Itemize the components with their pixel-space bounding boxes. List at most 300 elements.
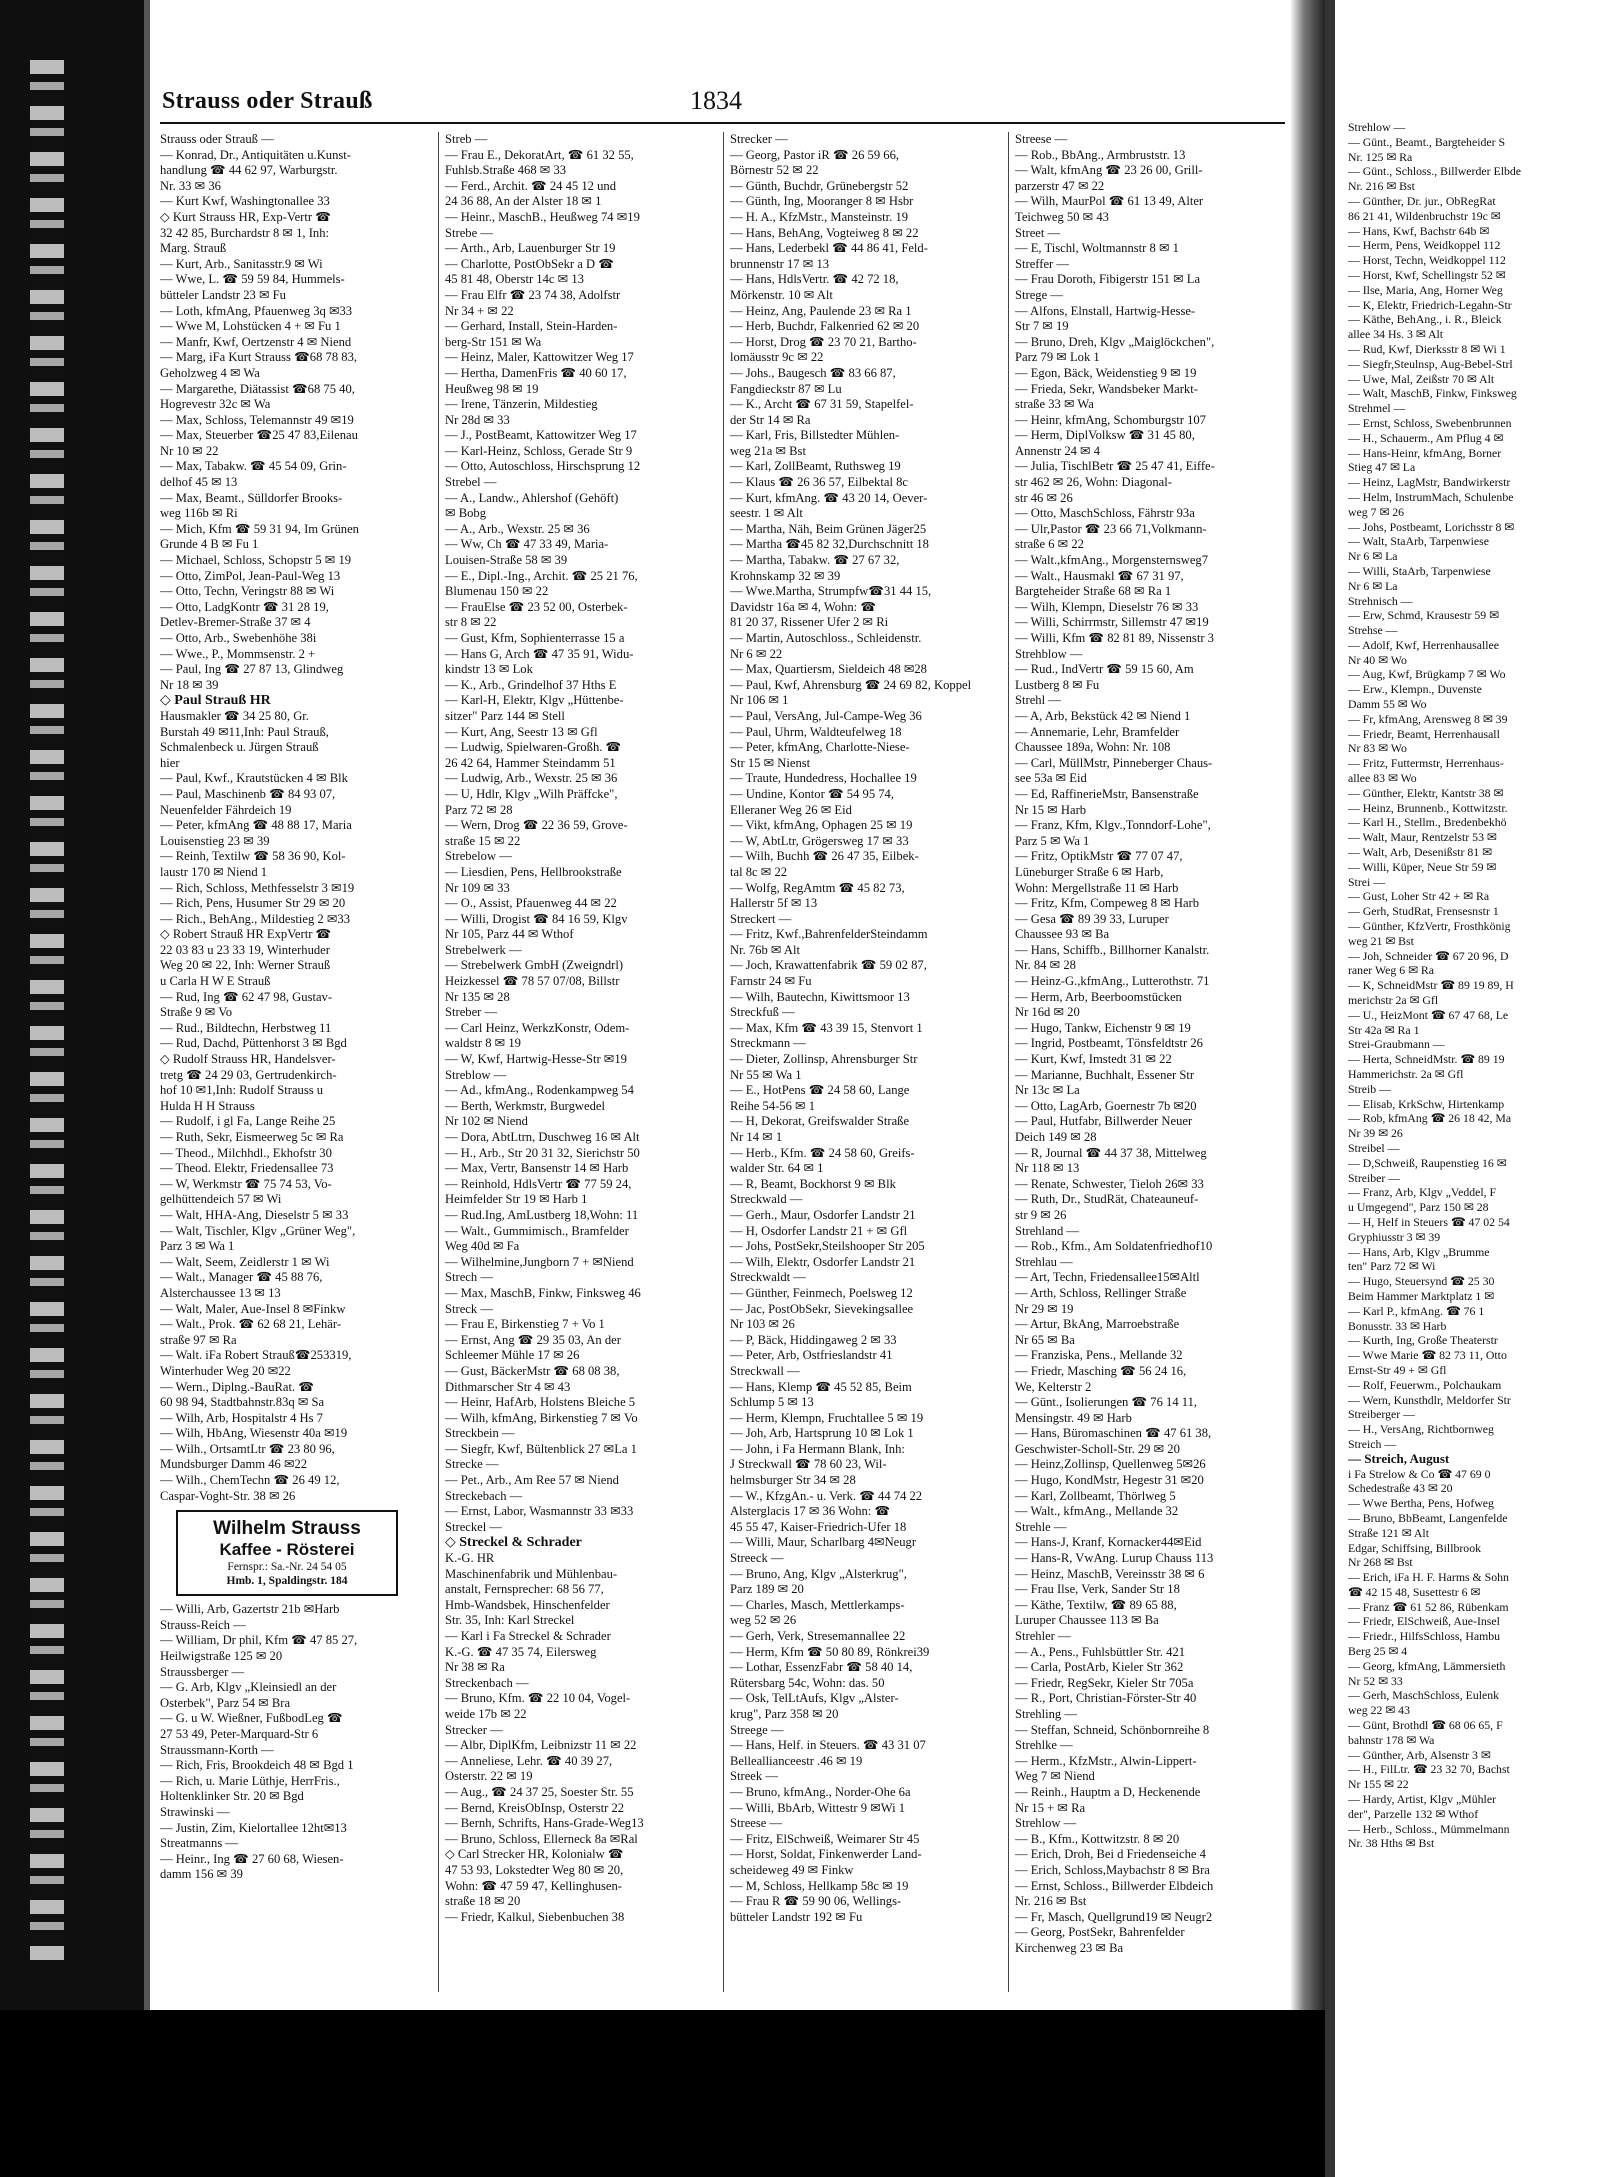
entry-line: — Karl, Zollbeamt, Thörlweg 5	[1015, 1488, 1176, 1503]
entry-line: — E., HotPens ☎ 24 58 60, Lange	[730, 1083, 910, 1098]
entry-line: Osterbek", Parz 54 ✉ Bra	[160, 1695, 291, 1710]
entry-line: — U, Hdlr, Klgv „Wilh Präffcke",	[445, 786, 618, 801]
entry-line: — Hans, Lederbekl ☎ 44 86 41, Feld-	[730, 241, 928, 256]
entry-line: straße 15 ✉ 22	[445, 833, 521, 848]
entry-line: kindstr 13 ✉ Lok	[445, 662, 533, 677]
entry-line: str 462 ✉ 26, Wohn: Diagonal-	[1015, 475, 1172, 490]
entry-line: — Wilh, Bautechn, Kiwittsmoor 13	[730, 989, 910, 1004]
entry-line: — Walt, Maur, Rentzelstr 53 ✉	[1348, 830, 1497, 845]
entry-line: — E, Tischl, Woltmannstr 8 ✉ 1	[1015, 241, 1179, 256]
entry-line: — Hans, Klemp ☎ 45 52 85, Beim	[730, 1379, 912, 1394]
entry-line: — Vikt, kfmAng, Ophagen 25 ✉ 19	[730, 818, 913, 833]
entry-line: — Paul, Maschinenb ☎ 84 93 07,	[160, 786, 336, 801]
entry-line: Streich —	[1348, 1436, 1397, 1451]
entry-line: Streck —	[445, 1301, 493, 1316]
entry-line: helmsburger Str 34 ✉ 28	[730, 1473, 856, 1488]
entry-line: Nr. 84 ✉ 28	[1015, 958, 1076, 973]
entry-line: Damm 55 ✉ Wo	[1348, 697, 1427, 712]
entry-line: — Karl P., kfmAng. ☎ 76 1	[1348, 1303, 1485, 1318]
scan-left-strip	[30, 60, 64, 1960]
entry-line: — Berth, Werkmstr, Burgwedel	[445, 1098, 605, 1113]
entry-line: — Reinh, Textilw ☎ 58 36 90, Kol-	[160, 849, 346, 864]
entry-line: weg 22 ✉ 43	[1348, 1703, 1410, 1718]
entry-line: Streek —	[730, 1769, 778, 1784]
right-page-shade	[1325, 0, 1335, 2177]
entry-line: Nr 16d ✉ 20	[1015, 1005, 1080, 1020]
entry-line: brunnenstr 17 ✉ 13	[730, 256, 830, 271]
entry-line: — Kurth, Ing, Große Theaterstr	[1348, 1333, 1498, 1348]
entry-line: — Charlotte, PostObSekr a D ☎	[445, 256, 614, 271]
column-divider	[1008, 132, 1009, 1992]
entry-line: — Marg, iFa Kurt Strauss ☎68 78 83,	[160, 350, 358, 365]
entry-line: Parz 5 ✉ Wa 1	[1015, 833, 1090, 848]
entry-line: — Charles, Masch, Mettlerkamps-	[730, 1597, 905, 1612]
entry-line: — A., Pens., Fuhlsbüttler Str. 421	[1015, 1644, 1186, 1659]
entry-line: Strehlke —	[1015, 1738, 1073, 1753]
entry-line: str 9 ✉ 26	[1015, 1207, 1067, 1222]
entry-line: Hmb-Wandsbek, Hinschenfelder	[445, 1597, 610, 1612]
entry-line: — Erw, Schmd, Krausestr 59 ✉	[1348, 608, 1499, 623]
entry-line: Nr 118 ✉ 13	[1015, 1161, 1080, 1176]
entry-line: Berg 25 ✉ 4	[1348, 1644, 1408, 1659]
entry-line: — Hugo, KondMstr, Hegestr 31 ✉20	[1015, 1473, 1204, 1488]
entry-line: — Wilh., OrtsamtLtr ☎ 23 80 96,	[160, 1441, 335, 1456]
entry-line: — Bruno, BbBeamt, Langenfelde	[1348, 1510, 1508, 1525]
entry-line: — Horst, Drog ☎ 23 70 21, Bartho-	[730, 334, 917, 349]
entry-line: — Friedr., HilfsSchloss, Hambu	[1348, 1629, 1501, 1644]
ad-company-name: Wilhelm Strauss	[213, 1518, 361, 1540]
entry-line: — Otto, Techn, Veringstr 88 ✉ Wi	[160, 584, 335, 599]
entry-line: — Heinr, kfmAng, Schomburgstr 107	[1015, 412, 1206, 427]
entry-line: — Günt., Isolierungen ☎ 76 14 11,	[1015, 1395, 1198, 1410]
entry-line: — Kurt, Arb., Sanitasstr.9 ✉ Wi	[160, 256, 323, 271]
entry-line: — Walt., kfmAng., Mellande 32	[1015, 1504, 1179, 1519]
entry-line: — Manfr, Kwf, Oertzenstr 4 ✉ Niend	[160, 334, 352, 349]
entry-line: Hammerichstr. 2a ✉ Gfl	[1348, 1067, 1464, 1081]
entry-line: Farnstr 24 ✉ Fu	[730, 974, 812, 989]
entry-line: 60 98 94, Stadtbahnstr.83q ✉ Sa	[160, 1395, 325, 1410]
entry-line: — Max, Tabakw. ☎ 45 54 09, Grin-	[160, 459, 347, 474]
entry-line: — Walt. iFa Robert Strauß☎253319,	[160, 1348, 352, 1363]
entry-line: — Käthe, Textilw, ☎ 89 65 88,	[1015, 1597, 1177, 1612]
entry-line: Nr 15 ✉ Harb	[1015, 802, 1087, 817]
entry-line: Streblow —	[445, 1067, 507, 1082]
page-number: 1834	[690, 86, 742, 115]
entry-line: — Renate, Schwester, Tieloh 26✉ 33	[1015, 1176, 1204, 1191]
entry-line: Nr 6 ✉ La	[1348, 578, 1398, 593]
ad-company-type: Kaffee - Rösterei	[219, 1540, 355, 1560]
entry-line: — Siegfr, Kwf, Bültenblick 27 ✉La 1	[445, 1441, 637, 1456]
entry-line: — Walt, Seem, Zeidlerstr 1 ✉ Wi	[160, 1254, 330, 1269]
entry-line: Nr. 38 Hths ✉ Bst	[1348, 1836, 1435, 1851]
entry-line: — Margarethe, Diätassist ☎68 75 40,	[160, 381, 355, 396]
entry-line: — G. Arb, Klgv „Kleinsiedl an der	[160, 1680, 337, 1695]
entry-line: 86 21 41, Wildenbruchstr 19c ✉	[1348, 208, 1501, 223]
entry-line: Hallerstr 5f ✉ 13	[730, 896, 818, 911]
entry-line: — Wwe Bertha, Pens, Hofweg	[1348, 1496, 1494, 1511]
entry-line: Str 15 ✉ Nienst	[730, 755, 811, 770]
entry-line: Streese —	[730, 1816, 783, 1831]
entry-line: 24 36 88, An der Alster 18 ✉ 1	[445, 194, 602, 209]
entry-heading: ◇ Paul Strauß HR	[160, 693, 271, 709]
entry-line: — Martin, Autoschloss., Schleidenstr.	[730, 631, 922, 645]
entry-line: Strauss-Reich —	[160, 1617, 246, 1632]
entry-line: Streckfuß —	[730, 1005, 795, 1020]
entry-line: Teichweg 50 ✉ 43	[1015, 209, 1109, 224]
entry-line: — Siegfr,Steulnsp, Aug-Bebel-Strl	[1348, 356, 1513, 371]
entry-line: — W, AbtLtr, Grögersweg 17 ✉ 33	[730, 833, 909, 848]
entry-line: — Günther, Arb, Alsenstr 3 ✉	[1348, 1747, 1491, 1762]
entry-line: — Max, Vertr, Bansenstr 14 ✉ Harb	[445, 1161, 629, 1176]
entry-line: Nr 135 ✉ 28	[445, 989, 510, 1004]
entry-line: Streiberger —	[1348, 1407, 1415, 1422]
entry-line: — Hugo, Steuersynd ☎ 25 30	[1348, 1274, 1495, 1289]
entry-line: — Johs, PostSekr,Steilshooper Str 205	[730, 1239, 925, 1254]
entry-line: — Rud, Ing ☎ 62 47 98, Gustav-	[160, 989, 333, 1004]
entry-line: Elleraner Weg 26 ✉ Eid	[730, 802, 852, 817]
entry-line: — Peter, Arb, Ostfrieslandstr 41	[730, 1348, 893, 1363]
scan-left-edge	[144, 0, 150, 2010]
entry-line: — Walt, kfmAng ☎ 23 26 00, Grill-	[1015, 163, 1203, 178]
entry-line: — K., Arb., Grindelhof 37 Hths E	[445, 677, 617, 692]
entry-line: — Anneliese, Lehr. ☎ 40 39 27,	[445, 1753, 613, 1768]
entry-line: Louisenstieg 23 ✉ 39	[160, 833, 270, 848]
entry-line: — Wern., Diplng.-BauRat. ☎	[160, 1379, 315, 1394]
entry-line: — Ed, RaffinerieMstr, Bansenstraße	[1015, 786, 1199, 801]
entry-line: — Herm, Kfm ☎ 50 80 89, Rönkrei39	[730, 1644, 930, 1659]
header-rule	[160, 122, 1285, 124]
entry-line: — Rich, Fris, Brookdeich 48 ✉ Bgd 1	[160, 1758, 354, 1773]
entry-line: — P, Bäck, Hiddingaweg 2 ✉ 33	[730, 1332, 897, 1347]
entry-line: hier	[160, 755, 180, 770]
entry-line: — H, Dekorat, Greifswalder Straße	[730, 1114, 910, 1129]
entry-line: tal 8c ✉ 22	[730, 864, 788, 879]
entry-line: — Bruno, Ang, Klgv „Alsterkrug",	[730, 1566, 907, 1581]
entry-line: Nr 102 ✉ Niend	[445, 1114, 528, 1129]
entry-line: — Günther, Dr. jur., ObRegRat	[1348, 193, 1496, 208]
entry-line: — Ernst, Schloss, Swebenbrunnen	[1348, 415, 1512, 430]
entry-line: Nr 106 ✉ 1	[730, 693, 789, 708]
entry-line: — Carl, MüllMstr, Pinneberger Chaus-	[1015, 755, 1213, 770]
entry-line: — Gust, Loher Str 42 + ✉ Ra	[1348, 889, 1490, 904]
entry-line: weg 21a ✉ Bst	[730, 443, 806, 458]
entry-line: Strauss oder Strauß —	[160, 132, 274, 146]
entry-line: — Ferd., Archit. ☎ 24 45 12 und	[445, 178, 616, 193]
entry-line: — Georg, Pastor iR ☎ 26 59 66,	[730, 147, 900, 162]
entry-line: ✉ Bobg	[445, 506, 486, 521]
entry-line: Strebelwerk —	[445, 942, 522, 957]
entry-line: Streese —	[1015, 132, 1068, 146]
entry-line: — Max, Schloss, Telemannstr 49 ✉19	[160, 412, 354, 427]
entry-line: straße 6 ✉ 22	[1015, 537, 1084, 552]
entry-line: bütteler Landstr 23 ✉ Fu	[160, 287, 286, 302]
entry-line: — Horst, Kwf, Schellingstr 52 ✉	[1348, 267, 1506, 282]
entry-line: straße 33 ✉ Wa	[1015, 397, 1094, 412]
entry-line: — Heinr., MaschB., Heußweg 74 ✉19	[445, 209, 640, 224]
entry-line: — Walt., Gummimisch., Bramfelder	[445, 1223, 629, 1238]
entry-line: Weg 7 ✉ Niend	[1015, 1769, 1095, 1784]
entry-line: — Max, Beamt., Sülldorfer Brooks-	[160, 490, 343, 505]
entry-line: — Otto, Autoschloss, Hirschsprung 12	[445, 459, 641, 474]
entry-line: — Wwe., P., Mommsenstr. 2 +	[160, 646, 316, 661]
entry-line: — Horst, Soldat, Finkenwerder Land-	[730, 1847, 922, 1862]
entry-line: — Otto, ZimPol, Jean-Paul-Weg 13	[160, 568, 341, 583]
entry-line: Strei —	[1348, 874, 1386, 889]
entry-line: 47 53 93, Lokstedter Weg 80 ✉ 20,	[445, 1862, 624, 1877]
entry-line: — Otto, Arb., Swebenhöhe 38i	[160, 631, 317, 645]
entry-line: We, Kelterstr 2	[1015, 1379, 1092, 1394]
entry-line: 45 81 48, Oberstr 14c ✉ 13	[445, 272, 584, 287]
entry-line: 32 42 85, Burchardstr 8 ✉ 1, Inh:	[160, 225, 330, 240]
entry-line: Fangdieckstr 87 ✉ Lu	[730, 381, 842, 396]
entry-line: — Fritz, Kfm, Compeweg 8 ✉ Harb	[1015, 896, 1200, 911]
entry-line: — Hans G, Arch ☎ 47 35 91, Widu-	[445, 646, 634, 661]
entry-line: Strehland —	[1015, 1223, 1080, 1238]
entry-line: — Bruno, Dreh, Klgv „Maiglöckchen",	[1015, 334, 1215, 349]
entry-line: Osterstr. 22 ✉ 19	[445, 1769, 533, 1784]
entry-line: — Frau R ☎ 59 90 06, Wellings-	[730, 1894, 902, 1909]
entry-line: Streiber —	[1348, 1170, 1401, 1185]
entry-line: Streeck —	[730, 1551, 784, 1566]
entry-line: — Wilh, Buchh ☎ 26 47 35, Eilbek-	[730, 849, 919, 864]
entry-line: — Johs, Postbeamt, Lorichsstr 8 ✉	[1348, 519, 1515, 534]
entry-line: — Günth, Buchdr, Grünebergstr 52	[730, 178, 909, 193]
entry-line: — Wwe M, Lohstücken 4 + ✉ Fu 1	[160, 319, 341, 334]
entry-line: — Herm, Klempn, Fruchtallee 5 ✉ 19	[730, 1410, 924, 1425]
entry-line: Davidstr 16a ✉ 4, Wohn: ☎	[730, 599, 877, 614]
entry-line: Strebelow —	[445, 849, 512, 864]
entry-line: — Wilh, HbAng, Wiesenstr 40a ✉19	[160, 1426, 348, 1441]
entry-line: — Hans-J, Kranf, Kornacker44✉Eid	[1015, 1535, 1202, 1550]
entry-line: — Günt., Beamt., Bargteheider S	[1348, 134, 1506, 149]
entry-line: der Str 14 ✉ Ra	[730, 412, 811, 427]
entry-line: Streckenbach —	[445, 1675, 529, 1690]
entry-line: bütteler Landstr 192 ✉ Fu	[730, 1909, 863, 1924]
entry-line: Str 7 ✉ 19	[1015, 319, 1069, 334]
entry-line: Fuhlsb.Straße 468 ✉ 33	[445, 163, 567, 178]
entry-line: Louisen-Straße 58 ✉ 39	[445, 553, 568, 568]
entry-line: Nr 268 ✉ Bst	[1348, 1555, 1413, 1570]
entry-line: — Friedr, ElSchweiß, Aue-Insel	[1348, 1614, 1500, 1629]
entry-line: merichstr 2a ✉ Gfl	[1348, 993, 1439, 1008]
entry-line: Nr 83 ✉ Wo	[1348, 741, 1407, 756]
entry-line: — Kurt, Kwf, Imstedt 31 ✉ 22	[1015, 1052, 1172, 1067]
entry-line: — Friedr, Masching ☎ 56 24 16,	[1015, 1363, 1187, 1378]
entry-line: — Uwe, Mal, Zeißstr 70 ✉ Alt	[1348, 371, 1495, 386]
entry-line: — Peter, kfmAng ☎ 48 88 17, Maria	[160, 818, 352, 833]
entry-line: Bonusstr. 33 ✉ Harb	[1348, 1318, 1447, 1333]
entry-line: — Pet., Arb., Am Ree 57 ✉ Niend	[445, 1473, 619, 1488]
entry-line: — Franziska, Pens., Mellande 32	[1015, 1348, 1183, 1363]
entry-line: see 53a ✉ Eid	[1015, 771, 1087, 786]
entry-line: ◇ Rudolf Strauss HR, Handelsver-	[160, 1052, 336, 1067]
entry-line: laustr 170 ✉ Niend 1	[160, 864, 268, 879]
entry-line: — Walt, Arb, Desenißstr 81 ✉	[1348, 845, 1493, 860]
scan-bottom-border	[0, 2010, 1325, 2177]
entry-line: — Dieter, Zollinsp, Ahrensburger Str	[730, 1052, 918, 1067]
entry-line: — Frau Doroth, Fibigerstr 151 ✉ La	[1015, 272, 1201, 287]
entry-line: Belleallianceestr .46 ✉ 19	[730, 1753, 863, 1768]
entry-line: Strawinski —	[160, 1804, 230, 1819]
entry-line: Strehlow —	[1348, 120, 1406, 134]
entry-line: — Walt, Maler, Aue-Insel 8 ✉Finkw	[160, 1301, 346, 1316]
entry-line: — Heinz,Zollinsp, Quellenweg 5✉26	[1015, 1457, 1206, 1472]
entry-line: — Ernst, Ang ☎ 29 35 03, An der	[445, 1332, 621, 1347]
entry-line: — Frieda, Sekr, Wandsbeker Markt-	[1015, 381, 1198, 396]
entry-line: — Walt., Prok. ☎ 62 68 21, Lehär-	[160, 1317, 342, 1332]
entry-line: 27 53 49, Peter-Marquard-Str 6	[160, 1727, 319, 1741]
entry-line: — K, SchneidMstr ☎ 89 19 89, H	[1348, 978, 1514, 993]
entry-line: — Martha, Tabakw. ☎ 27 67 32,	[730, 553, 900, 568]
entry-line: Marg. Strauß	[160, 241, 227, 256]
entry-line: bahnstr 178 ✉ Wa	[1348, 1732, 1435, 1747]
entry-line: — Willi, Küper, Neue Str 59 ✉	[1348, 859, 1497, 874]
entry-line: Strecker —	[445, 1722, 503, 1737]
entry-line: Schleemer Mühle 17 ✉ 26	[445, 1348, 580, 1363]
entry-line: Nr 14 ✉ 1	[730, 1130, 783, 1144]
entry-line: Detlev-Bremer-Straße 37 ✉ 4	[160, 615, 311, 630]
entry-line: Grunde 4 B ✉ Fu 1	[160, 537, 259, 552]
entry-line: — Willi, Kfm ☎ 82 81 89, Nissenstr 3	[1015, 631, 1214, 645]
entry-line: — Horst, Techn, Weidkoppel 112	[1348, 253, 1506, 268]
entry-line: J Streckwall ☎ 78 60 23, Wil-	[730, 1457, 887, 1472]
entry-line: — Hugo, Tankw, Eichenstr 9 ✉ 19	[1015, 1020, 1191, 1035]
entry-line: Street —	[1015, 225, 1061, 240]
entry-line: Streckebach —	[445, 1488, 523, 1503]
entry-line: — Otto, LadgKontr ☎ 31 28 19,	[160, 599, 329, 614]
entry-line: — Fr, kfmAng, Arensweg 8 ✉ 39	[1348, 711, 1508, 726]
entry-line: — H., VersAng, Richtbornweg	[1348, 1422, 1494, 1437]
entry-line: weg 7 ✉ 26	[1348, 504, 1405, 519]
entry-line: weg 21 ✉ Bst	[1348, 933, 1414, 948]
entry-line: parzerstr 47 ✉ 22	[1015, 178, 1105, 193]
entry-line: — Willi, StaArb, Tarpenwiese	[1348, 563, 1491, 578]
entry-line: — Herb, Buchdr, Falkenried 62 ✉ 20	[730, 319, 920, 334]
entry-line: hof 10 ✉1,Inh: Rudolf Strauss u	[160, 1083, 324, 1098]
entry-line: Parz 189 ✉ 20	[730, 1582, 804, 1597]
entry-line: — Hans-Heinr, kfmAng, Borner	[1348, 445, 1502, 460]
entry-line: — B., Kfm., Kottwitzstr. 8 ✉ 20	[1015, 1831, 1180, 1846]
entry-line: Nr 15 + ✉ Ra	[1015, 1800, 1086, 1815]
entry-line: Heilwigstraße 125 ✉ 20	[160, 1649, 283, 1664]
entry-line: — Paul, Ing ☎ 27 87 13, Glindweg	[160, 662, 344, 677]
entry-line: 26 42 64, Hammer Steindamm 51	[445, 755, 616, 770]
entry-line: — Willi, BbArb, Wittestr 9 ✉Wi 1	[730, 1800, 906, 1815]
entry-line: — Dora, AbtLtrn, Duschweg 16 ✉ Alt	[445, 1130, 640, 1144]
entry-line: — Ernst, Labor, Wasmannstr 33 ✉33	[445, 1504, 634, 1519]
entry-line: 22 03 83 u 23 33 19, Winterhuder	[160, 942, 330, 957]
entry-line: straße 97 ✉ Ra	[160, 1332, 237, 1347]
entry-line: — Georg, PostSekr, Bahrenfelder	[1015, 1925, 1185, 1940]
entry-line: — Friedr, Kalkul, Siebenbuchen 38	[445, 1909, 625, 1924]
entry-line: Kirchenweg 23 ✉ Ba	[1015, 1940, 1124, 1955]
entry-line: — Karl H., Stellm., Bredenbekhö	[1348, 815, 1507, 830]
entry-line: ◇ Robert Strauß HR ExpVertr ☎	[160, 927, 332, 942]
entry-line: tretg ☎ 24 29 03, Gertrudenkirch-	[160, 1067, 337, 1082]
entry-line: Beim Hammer Marktplatz 1 ✉	[1348, 1288, 1495, 1303]
entry-line: Heußweg 98 ✉ 19	[445, 381, 539, 396]
entry-line: — E., Dipl.-Ing., Archit. ☎ 25 21 76,	[445, 568, 638, 583]
entry-line: Bargteheider Straße 68 ✉ Ra 1	[1015, 584, 1172, 599]
entry-line: — Frau E., DekoratArt, ☎ 61 32 55,	[445, 147, 634, 162]
entry-line: Nr 28d ✉ 33	[445, 412, 510, 427]
entry-line: Streffer —	[1015, 256, 1069, 271]
entry-line: Dithmarscher Str 4 ✉ 43	[445, 1379, 571, 1394]
entry-line: — Bruno, Kfm. ☎ 22 10 04, Vogel-	[445, 1691, 631, 1706]
entry-line: — Hans, Schiffb., Billhorner Kanalstr.	[1015, 942, 1210, 957]
entry-line: str 46 ✉ 26	[1015, 490, 1073, 505]
entry-line: — Marianne, Buchhalt, Essener Str	[1015, 1067, 1195, 1082]
entry-line: — Theod., Milchhdl., Ekhofstr 30	[160, 1145, 332, 1160]
entry-line: — Karl-H, Elektr, Klgv „Hüttenbe-	[445, 693, 624, 708]
entry-line: — Günther, Elektr, Kantstr 38 ✉	[1348, 785, 1504, 800]
entry-line: — Frau Ilse, Verk, Sander Str 18	[1015, 1582, 1180, 1597]
entry-line: Strecke —	[445, 1457, 499, 1472]
column-divider	[723, 132, 724, 1992]
entry-line: Str. 35, Inh: Karl Streckel	[445, 1613, 575, 1628]
entry-line: — R, Journal ☎ 44 37 38, Mittelweg	[1015, 1145, 1207, 1160]
entry-line: Schmalenbeck u. Jürgen Strauß	[160, 740, 319, 755]
entry-line: Mörkenstr. 10 ✉ Alt	[730, 287, 833, 302]
entry-line: — Strebelwerk GmbH (Zweigndrl)	[445, 958, 624, 973]
entry-line: — Walt, Tischler, Klgv „Grüner Weg",	[160, 1223, 356, 1238]
entry-line: Deich 149 ✉ 28	[1015, 1130, 1097, 1144]
entry-line: — Annemarie, Lehr, Bramfelder	[1015, 724, 1180, 739]
entry-line: — Fr, Masch, Quellgrund19 ✉ Neugr2	[1015, 1909, 1213, 1924]
entry-line: — Willi, Schirrmstr, Sillemstr 47 ✉19	[1015, 615, 1209, 630]
entry-line: — Ww, Ch ☎ 47 33 49, Maria-	[445, 537, 609, 552]
entry-line: — Ludwig, Spielwaren-Großh. ☎	[445, 740, 622, 755]
entry-line: — Erich, Droh, Bei d Friedenseiche 4	[1015, 1847, 1206, 1862]
entry-line: — Karl i Fa Streckel & Schrader	[445, 1629, 611, 1643]
entry-line: Krohnskamp 32 ✉ 39	[730, 568, 841, 583]
entry-line: Nr 6 ✉ 22	[730, 646, 783, 661]
entry-line: — Erich, Schloss,Maybachstr 8 ✉ Bra	[1015, 1862, 1210, 1877]
entry-line: — Wern, Kunsthdlr, Meldorfer Str	[1348, 1392, 1511, 1407]
scan-left-border	[0, 0, 150, 2010]
entry-line: — Günth, Ing, Mooranger 8 ✉ Hsbr	[730, 194, 914, 209]
entry-line: — Arth., Arb, Lauenburger Str 19	[445, 241, 616, 256]
entry-line: Nr 18 ✉ 39	[160, 677, 219, 692]
entry-line: Nr 103 ✉ 26	[730, 1317, 795, 1332]
entry-line: Schedestraße 43 ✉ 20	[1348, 1481, 1453, 1496]
entry-line: — Gerhard, Install, Stein-Harden-	[445, 319, 618, 334]
entry-line: handlung ☎ 44 62 97, Warburgstr.	[160, 163, 338, 178]
entry-line: Nr 52 ✉ 33	[1348, 1673, 1403, 1688]
entry-line: Str 42a ✉ Ra 1	[1348, 1022, 1420, 1037]
entry-line: ten" Parz 72 ✉ Wi	[1348, 1259, 1436, 1274]
entry-line: Nr 55 ✉ Wa 1	[730, 1067, 802, 1082]
entry-line: — Karl-Heinz, Schloss, Gerade Str 9	[445, 443, 633, 458]
entry-line: — Heinr, HafArb, Holstens Bleiche 5	[445, 1395, 636, 1410]
entry-line: Streber —	[445, 1005, 498, 1020]
entry-line: — Bernd, KreisObInsp, Osterstr 22	[445, 1800, 625, 1815]
entry-line: Straße 9 ✉ Vo	[160, 1005, 233, 1020]
entry-line: Stieg 47 ✉ La	[1348, 460, 1416, 475]
entry-line: — Rud, Kwf, Dierksstr 8 ✉ Wi 1	[1348, 341, 1506, 356]
entry-line: Weg 40d ✉ Fa	[445, 1239, 520, 1254]
entry-line: — Wilh., ChemTechn ☎ 26 49 12,	[160, 1473, 340, 1488]
entry-line: — Theod. Elektr, Friedensallee 73	[160, 1161, 334, 1176]
entry-line: — Franz, Arb, Klgv „Veddel, F	[1348, 1185, 1497, 1200]
entry-line: seestr. 1 ✉ Alt	[730, 506, 803, 521]
entry-line: Blumenau 150 ✉ 22	[445, 584, 549, 599]
ad-address: Hmb. 1, Spaldingstr. 184	[226, 1575, 348, 1588]
entry-line: — Rudolf, i gl Fa, Lange Reihe 25	[160, 1114, 336, 1129]
entry-line: — Franz ☎ 61 52 86, Rübenkam	[1348, 1599, 1509, 1614]
entry-line: delhof 45 ✉ 13	[160, 475, 238, 490]
entry-line: — K., Archt ☎ 67 31 59, Stapelfel-	[730, 397, 914, 412]
